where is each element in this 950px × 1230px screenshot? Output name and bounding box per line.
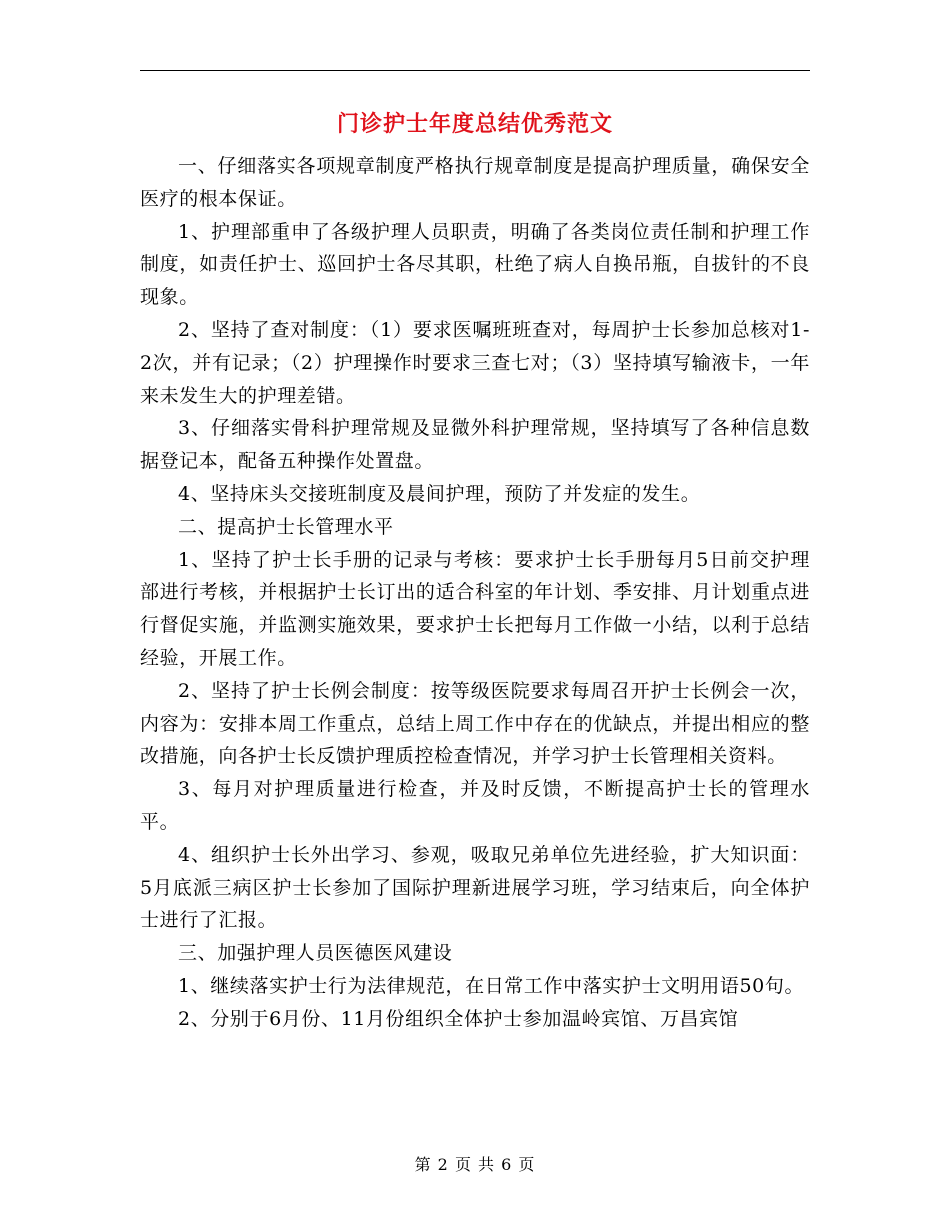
paragraph: 一、仔细落实各项规章制度严格执行规章制度是提高护理质量，确保安全医疗的根本保证。 [140,155,810,210]
page-number: 第 2 页 共 6 页 [414,1155,536,1174]
paragraph: 2、坚持了查对制度：（1）要求医嘱班班查对，每周护士长参加总核对1-2次，并有记录；（2）护理操作时要求三查七对；（3）坚持填写输液卡，一年来未发生大的护理差错。 [140,318,810,407]
paragraph: 2、分别于6月份、11月份组织全体护士参加温岭宾馆、万昌宾馆 [178,1007,739,1030]
paragraph: 1、坚持了护士长手册的记录与考核：要求护士长手册每月5日前交护理部进行考核，并根据护士长订出的适合科室的年计划、季安排、月计划重点进行督促实施，并监测实施效果，要求护士长把每月工作做一小结，以利于总结经验，开展工作。 [140,548,810,669]
paragraph: 4、组织护士长外出学习、参观，吸取兄弟单位先进经验，扩大知识面：5月底派三病区护士长参加了国际护理新进展学习班，学习结束后，向全体护士进行了汇报。 [140,843,810,932]
section-heading: 二、提高护士长管理水平 [178,515,394,538]
section-heading: 三、加强护理人员医德医风建设 [178,942,453,965]
document-body [140,150,810,1036]
paragraph: 1、护理部重申了各级护理人员职责，明确了各类岗位责任制和护理工作制度，如责任护士、巡回护士各尽其职，杜绝了病人自换吊瓶，自拔针的不良现象。 [140,220,810,309]
paragraph: 1、继续落实护士行为法律规范，在日常工作中落实护士文明用语50句。 [178,974,805,997]
paragraph: 3、仔细落实骨科护理常规及显微外科护理常规，坚持填写了各种信息数据登记本，配备五种操作处置盘。 [140,417,810,473]
header-rule [140,70,810,71]
paragraph: 3、每月对护理质量进行检查，并及时反馈，不断提高护士长的管理水平。 [140,778,810,833]
paragraph: 4、坚持床头交接班制度及晨间护理，预防了并发症的发生。 [178,482,701,505]
document-title: 门诊护士年度总结优秀范文 [336,112,613,137]
paragraph: 2、坚持了护士长例会制度：按等级医院要求每周召开护士长例会一次，内容为：安排本周工作重点，总结上周工作中存在的优缺点，并提出相应的整改措施，向各护士长反馈护理质控检查情况，并学习护士长管理相关资料。 [140,679,810,768]
